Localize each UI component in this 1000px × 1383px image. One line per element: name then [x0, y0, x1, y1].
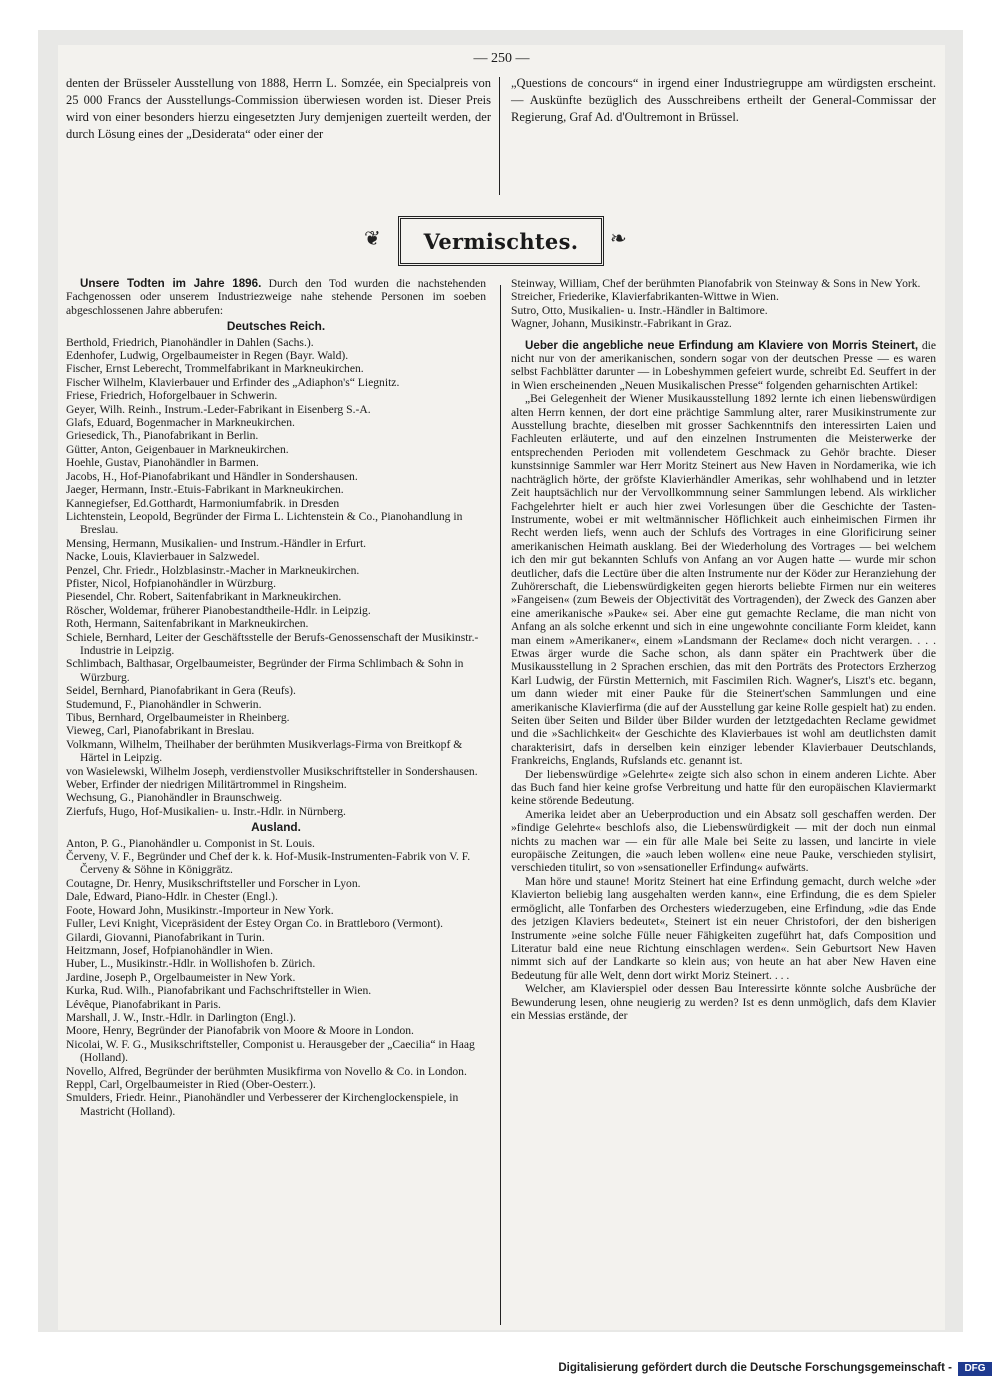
- scan-frame: [38, 30, 963, 1332]
- obituary-entry: Röscher, Woldemar, früherer Pianobestandtheile-Hdlr. in Leipzig.: [66, 603, 371, 617]
- obituary-entry: Smulders, Friedr. Heinr., Pianohändler und Verbesserer der Kirchenglockenspiele, in Mastricht (Holland).: [66, 1091, 459, 1118]
- obituary-entry: Heitzmann, Josef, Hofpianohändler in Wien.: [66, 943, 273, 957]
- obituary-entry: Roth, Hermann, Saitenfabrikant in Markneukirchen.: [66, 617, 309, 631]
- obituary-entry: Wagner, Johann, Musikinstr.-Fabrikant in Graz.: [511, 317, 732, 331]
- obituary-entry: Tibus, Bernhard, Orgelbaumeister in Rheinberg.: [66, 711, 290, 724]
- obituary-heading: Unsere Todten im Jahre 1896.: [80, 277, 262, 290]
- obituary-entry: Nacke, Louis, Klavierbauer in Salzwedel.: [66, 550, 260, 564]
- obituary-entry: Jaeger, Hermann, Instr.-Etuis-Fabrikant in Markneukirchen.: [66, 483, 344, 497]
- article-paragraph: „Bei Gelegenheit der Wiener Musikausstellung 1892 lernte ich einen liebenswürdigen alten Herrn kennen, der dort eine prächtige Sammlung alter, rarer Musikinstrumente zur Ausstellung brachte, dieselben mit grosser Sachkenntnifs den interessirten Laien und Fachleuten erläuterte, und auf den einzelnen Instrumenten die Meisterwerke der entsprechenden Perioden mit vollendetem Geschmack zu Gehör brachte. Dieser kunstsinnige Sammler war Herr Moritz Steinert aus New Haven in Nordamerika, wie ich nachträglich hörte, der gröfste Klavierhändler Amerikas, sehr wohlhabend und in letzter Zeit hauptsächlich nur der Vervollkommnung seiner Sammlungen lebend. Als wirklicher Fachgelehrter hielt er auch hier zwei Vorlesungen über die Geschichte der Tasten-Instrumente, wobei er mit weltmännischer Höflichkeit auch einheimischen Firmen ihr Recht werden liefs, wenn auch der Schlufs des Vortrages in eine Glorificirung seiner amerikanischen Heimath ausklang. Bei der Wiederholung des Vortrages — bei welchem ich den mir gut bekannten Schlufs von Anfang an vor Augen hatte — wurde mir schon deutlicher, dafs die Lectüre über die alten Instrumente nur der Köder zur Heranziehung der Zuhörerschaft, die Liebenswürdigkeiten gegen hierorts beliebte Firmen nur ein weiteres »Fangeisen« (zum Beweis der Objectivität des Vortragenden), der Zweck des Ganzen aber eine amerikanische »Pauke« sei. Aber eine gut gemachte Reclame, die man nicht von Anfang an als solche erkennt und sich in eine ungewohnte conciliante Form kleidet, kann man einem »Amerikaner«, einem »Landsmann der Reclame« doch nicht verargen. . . . Etwas ärger wurde die Sache schon, als dann später ein Prachtwerk über die Musikausstellung in 2 Sprachen erschien, das mit den Porträts des Protectors Erzherzog Karl Ludwig, der Fürstin Metternich, mit Fascimilen Rich. Wagner's, Liszt's etc. begann, um dann wieder mit einer Pauke für die Steinert'schen Sammlungen und eine amerikanische Klavierfirma (die auf der Ausstellung gar keine Rolle gespielt hat) zu enden. Seiten über Seiten und Bilder über Bilder wurden der letztgedachten Reclame gewidmet und die »Sachlichkeit« der Geschichte des Klavierbaues ist wohl am deutlichsten damit charakterisirt, dafs in derselben kein einziger lebender Klavierbauer Deutschlands, Frankreichs, Englands, Rufslands etc. genannt ist.: [511, 392, 936, 768]
- obituary-entry: Jacobs, H., Hof-Pianofabrikant und Händler in Sondershausen.: [66, 469, 358, 483]
- obituary-entry: Červeny, V. F., Begründer und Chef der k. k. Hof-Musik-Instrumenten-Fabrik von V. F. Červeny & Söhne in Königgrätz.: [66, 850, 471, 877]
- obituary-entry: Fischer Wilhelm, Klavierbauer und Erfinder des „Adiaphon's“ Liegnitz.: [66, 375, 400, 389]
- article-lead-text: die nicht nur von der amerikanischen, sondern sogar von der deutschen Presse — es waren selbst Fachblätter darunter — in Lobeshymmen gefeiert wurde, schreibt Ed. Seuffert in der in Wien erscheinenden „Neuen Musikalischen Presse“ folgenden geharnischten Artikel:: [511, 338, 936, 392]
- article-paragraph: Amerika leidet aber an Ueberproduction und ein Absatz soll geschaffen werden. Der »findige Gelehrte« beschlofs also, die Liebenswürdigkeit — mit der doch nun einmal nichts zu machen war — ein für alle Male bei Seite zu lassen, und lancirte in viele europäische Zeitungen, die »auch leben wollen« eine neue Pauke, verschieden stylisirt, verschieden titulirt, so von »sensationeller Erfindung« aufwärts.: [511, 807, 936, 875]
- obituary-entry: Fischer, Ernst Leberecht, Trommelfabrikant in Markneukirchen.: [66, 362, 364, 376]
- obituary-entry: Anton, P. G., Pianohändler u. Componist in St. Louis.: [66, 836, 315, 850]
- obituary-entry: Dale, Edward, Piano-Hdlr. in Chester (Engl.).: [66, 890, 278, 904]
- obituary-entry: Glafs, Eduard, Bogenmacher in Markneukirchen.: [66, 416, 295, 430]
- obituary-entry: Sutro, Otto, Musikalien- u. Instr.-Händler in Baltimore.: [511, 303, 768, 317]
- obituary-entry: Foote, Howard John, Musikinstr.-Importeur in New York.: [66, 903, 334, 917]
- obituary-entry: Berthold, Friedrich, Pianohändler in Dahlen (Sachs.).: [66, 335, 314, 349]
- obituary-entry: Lévêque, Pianofabrikant in Paris.: [66, 997, 221, 1011]
- section-heading-abroad: Ausland.: [251, 820, 301, 835]
- dfg-logo: DFG: [958, 1362, 992, 1376]
- obituary-entry: Griesedick, Th., Pianofabrikant in Berlin.: [66, 429, 259, 443]
- continuation-left: denten der Brüsseler Ausstellung von 1888, Herrn L. Somzée, ein Specialpreis von 25 000 Francs der Ausstellungs-Commission überwiesen worden ist. Dieser Preis wird von einer besonders hierzu eingesetzten Jury demjenigen zuerteilt werden, der durch Lösung eines der „Desiderata“ oder einer der: [66, 76, 491, 141]
- obituary-entry: Gilardi, Giovanni, Pianofabrikant in Turin.: [66, 930, 265, 944]
- obituary-entry: Schlimbach, Balthasar, Orgelbaumeister, Begründer der Firma Schlimbach & Sohn in Würzburg.: [66, 657, 464, 684]
- obituary-entry: Reppl, Carl, Orgelbaumeister in Ried (Ober-Oesterr.).: [66, 1077, 316, 1091]
- obituary-entry: Schiele, Bernhard, Leiter der Geschäftsstelle der Berufs-Genossenschaft der Musikinstr.-Industrie in Leipzig.: [66, 630, 479, 657]
- obituary-entry: Streicher, Friederike, Klavierfabrikanten-Wittwe in Wien.: [511, 290, 779, 304]
- obituary-entry: Friese, Friedrich, Hoforgelbauer in Schwerin.: [66, 389, 278, 403]
- obituary-entry: Seidel, Bernhard, Pianofabrikant in Gera (Reufs).: [66, 684, 296, 698]
- obituary-entry: Novello, Alfred, Begründer der berühmten Musikfirma von Novello & Co. in London.: [66, 1064, 467, 1078]
- obituary-entry: Weber, Erfinder der niedrigen Militärtrommel in Ringsheim.: [66, 778, 347, 792]
- article-paragraph: Der liebenswürdige »Gelehrte« zeigte sich also schon in einem anderen Lichte. Aber das Buch fand hier keine grofse Verbreitung und hatte für den europäischen Klaviermarkt keine störende Bedeutung.: [511, 767, 936, 808]
- obituary-list-germany: [66, 336, 486, 819]
- article-lead: [511, 339, 936, 393]
- obituary-entry: Zierfufs, Hugo, Hof-Musikalien- u. Instr.-Hdlr. in Nürnberg.: [66, 804, 346, 818]
- obituary-entry: Kannegiefser, Ed.Gotthardt, Harmoniumfabrik. in Dresden: [66, 496, 340, 510]
- obituary-entry: Huber, L., Musikinstr.-Hdlr. in Wollishofen b. Zürich.: [66, 957, 316, 971]
- obituary-intro-text: Durch den Tod wurden die nachstehenden Fachgenossen oder unserem Industriezweige nahe stehende Personen im soeben abgeschlossenen Jahre abberufen:: [66, 277, 486, 317]
- digitization-footer: [0, 1362, 1000, 1380]
- obituary-entry: Gütter, Anton, Geigenbauer in Markneukirchen.: [66, 442, 289, 456]
- article-body: [511, 392, 936, 1022]
- page-number: — 250 —: [473, 51, 530, 66]
- obituary-entry: Kurka, Rud. Wilh., Pianofabrikant und Fachschriftsteller in Wien.: [66, 984, 372, 998]
- newspaper-page: [58, 45, 945, 1330]
- section-title: Vermischtes.: [423, 228, 579, 254]
- ornament-right-icon: ❧: [610, 228, 627, 250]
- continuation-right: „Questions de concours“ in irgend einer Industriegruppe am würdigsten erscheint. — Auskünfte bezüglich des Ausschreibens ertheilt der General-Commissar der Regierung, Graf Ad. d'Oultremont in Brüssel.: [511, 76, 936, 124]
- obituary-list-abroad: [66, 837, 486, 1119]
- obituary-entry: Studemund, F., Pianohändler in Schwerin.: [66, 697, 262, 711]
- banner-frame: [398, 216, 604, 266]
- article-heading: Ueber die angebliche neue Erfindung am Klaviere von Morris Steinert,: [525, 338, 919, 352]
- obituary-entry: Marshall, J. W., Instr.-Hdlr. in Darlington (Engl.).: [66, 1010, 296, 1024]
- obituary-entry: Edenhofer, Ludwig, Orgelbaumeister in Regen (Bayr. Wald).: [66, 349, 349, 363]
- section-heading-germany: Deutsches Reich.: [226, 319, 326, 334]
- obituary-entry: Pfister, Nicol, Hofpianohändler in Würzburg.: [66, 576, 277, 590]
- obituary-entry: Nicolai, W. F. G., Musikschriftsteller, Componist u. Herausgeber der „Caecilia“ in Haag (Holland).: [66, 1037, 475, 1065]
- obituary-entry: Moore, Henry, Begründer der Pianofabrik von Moore & Moore in London.: [66, 1024, 414, 1038]
- continuation-block: [66, 75, 936, 195]
- article-paragraph: Man höre und staune! Moritz Steinert hat eine Erfindung gemacht, durch welche »der Klavierton beliebig lang ausgehalten werden kann«, eine Erfindung, die es dem Spieler ermöglicht, alle Tonfarben des Orchesters wiederzugeben, eine Erfindung, »die das Ende des jetzigen Klaviers bedeutet«, Steinert ist ein neuer Christofori, der den bisherigen Instrumente »eine solche Fülle neuer Fähigkeiten zugeführt hat, dafs Composition und Literatur bald eine neue Richtung einschlagen werden«. Sein Geburtsort New Haven nimmt sich auf der Landkarte so klein aus; von heute an hat aber New Haven eine Bedeutung für alle Welt, denn dort wirkt Moriz Steinert. . . .: [511, 874, 936, 982]
- obituary-entry: Volkmann, Wilhelm, Theilhaber der berühmten Musikverlags-Firma von Breitkopf & Härtel in Leipzig.: [66, 737, 463, 765]
- obituary-entry: Steinway, William, Chef der berühmten Pianofabrik von Steinway & Sons in New York.: [511, 277, 921, 290]
- article-column: [511, 277, 936, 1022]
- obituary-column: [66, 277, 486, 1118]
- footer-credit: Digitalisierung gefördert durch die Deutsche Forschungsgemeinschaft -: [558, 1362, 952, 1374]
- obituary-entry: Coutagne, Dr. Henry, Musikschriftsteller und Forscher in Lyon.: [66, 876, 361, 890]
- obituary-entry: Lichtenstein, Leopold, Begründer der Firma L. Lichtenstein & Co., Pianohandlung in Breslau.: [66, 509, 463, 537]
- obituary-intro: [66, 277, 486, 317]
- obituary-list-continued: [511, 277, 936, 331]
- obituary-entry: Jardine, Joseph P., Orgelbaumeister in New York.: [66, 970, 296, 984]
- ornament-left-icon: ❦: [364, 228, 381, 250]
- column-divider: [500, 285, 501, 1325]
- article-paragraph: Welcher, am Klavierspiel oder dessen Bau Interessirte könnte solche Ausbrüche der Bewunderung lesen, ohne neugierig zu werden? Ist es denn unmöglich, dafs dem Klavier ein Messias erstände, der: [511, 982, 936, 1022]
- obituary-entry: von Wasielewski, Wilhelm Joseph, verdienstvoller Musikschriftsteller in Sondershausen.: [66, 764, 478, 778]
- obituary-entry: Piesendel, Chr. Robert, Saitenfabrikant in Markneukirchen.: [66, 590, 342, 604]
- obituary-entry: Penzel, Chr. Friedr., Holzblasinstr.-Macher in Markneukirchen.: [66, 563, 360, 577]
- obituary-entry: Wechsung, G., Pianohändler in Braunschweig.: [66, 791, 283, 805]
- obituary-entry: Hoehle, Gustav, Pianohändler in Barmen.: [66, 456, 259, 470]
- obituary-entry: Vieweg, Carl, Pianofabrikant in Breslau.: [66, 724, 255, 738]
- obituary-entry: Mensing, Hermann, Musikalien- und Instrum.-Händler in Erfurt.: [66, 536, 367, 550]
- obituary-entry: Fuller, Levi Knight, Vicepräsident der Estey Organ Co. in Brattleboro (Vermont).: [66, 917, 444, 931]
- section-banner: [58, 210, 945, 270]
- column-divider: [499, 77, 500, 195]
- obituary-entry: Geyer, Wilh. Reinh., Instrum.-Leder-Fabrikant in Eisenberg S.-A.: [66, 402, 371, 416]
